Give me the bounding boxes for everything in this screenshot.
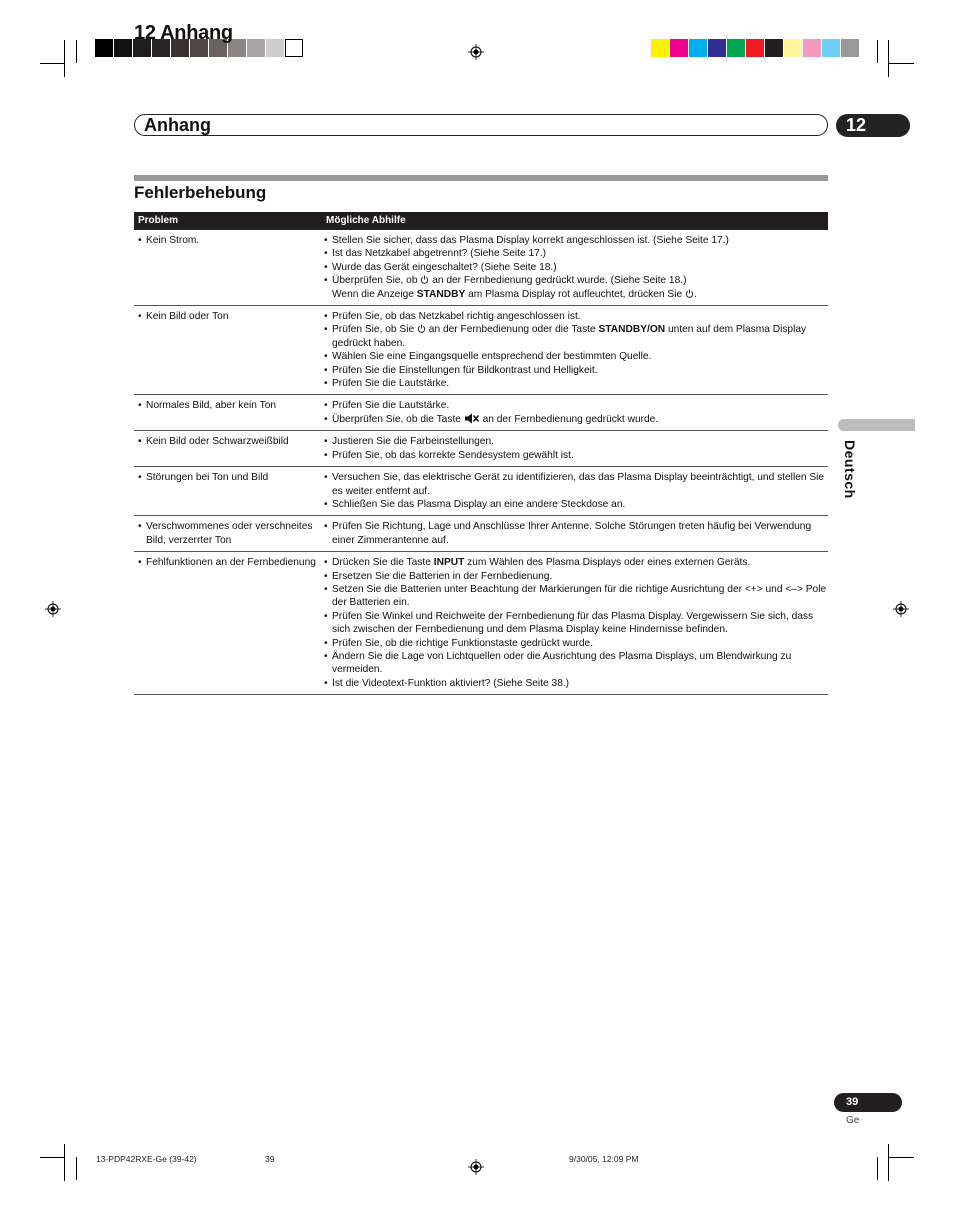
remedy-item (324, 435, 828, 448)
key-label: STANDBY (416, 288, 466, 300)
remedy-item (324, 288, 828, 301)
column-header-problem: Problem (138, 215, 179, 226)
remedy-text: Setzen Sie die Batterien unter Beachtung der Markierungen für die richtige Ausrichtung der <+> und <–> Pole der Batterien ein. (332, 583, 827, 609)
color-swatch (784, 39, 802, 57)
bullet: • (324, 378, 328, 390)
remedy-text: Prüfen Sie, ob das Netzkabel richtig angeschlossen ist. (332, 311, 581, 323)
bullet: • (324, 364, 328, 376)
color-swatch (95, 39, 113, 57)
bullet: • (138, 521, 142, 533)
bullet: • (324, 449, 328, 461)
remedy-item (324, 583, 828, 610)
troubleshooting-table (134, 212, 828, 695)
remedy-text: Ersetzen Sie die Batterien in der Fernbedienung. (332, 570, 553, 582)
color-swatch (285, 39, 303, 57)
remedy-cell (324, 552, 828, 690)
power-icon (417, 324, 426, 333)
bullet: • (324, 557, 328, 569)
color-swatch (765, 39, 783, 57)
remedy-cell (324, 230, 828, 301)
bullet: • (324, 413, 328, 425)
remedy-text: unten auf dem Plasma Display gedrückt haben. (332, 324, 807, 349)
remedy-text (332, 323, 828, 350)
bullet: • (324, 235, 328, 246)
problem-text: Kein Bild oder Ton (146, 311, 229, 323)
bullet: • (324, 610, 328, 622)
remedy-text: Ist die Videotext-Funktion aktiviert? (Siehe Seite 38.) (332, 677, 570, 689)
bullet: • (324, 677, 328, 689)
remedy-text: an der Fernbedienung gedrückt wurde. (479, 413, 659, 425)
registration-mark-icon (893, 601, 909, 617)
remedy-item (324, 274, 828, 287)
color-swatch (247, 39, 265, 57)
remedy-text: Ändern Sie die Lage von Lichtquellen oder die Ausrichtung des Plasma Displays, um Blendwirkung zu vermeiden. (332, 650, 792, 676)
problem-cell (134, 431, 324, 462)
remedy-item (324, 234, 828, 247)
remedy-cell (324, 516, 828, 547)
remedy-item (324, 399, 828, 412)
remedy-text: Prüfen Sie, ob Sie (332, 324, 417, 336)
remedy-cell (324, 467, 828, 511)
remedy-item (324, 677, 828, 690)
print-timestamp: 9/30/05, 12:09 PM (569, 1154, 639, 1164)
bullet: • (324, 498, 328, 510)
top-heading: 12 Anhang (134, 22, 233, 44)
section-rule (134, 175, 828, 181)
remedy-item (324, 498, 828, 511)
table-row (134, 467, 828, 516)
table-row (134, 306, 828, 395)
color-swatch (670, 39, 688, 57)
key-label: STANDBY/ON (598, 324, 666, 336)
table-row (134, 395, 828, 431)
problem-cell (134, 467, 324, 511)
bullet: • (324, 351, 328, 363)
remedy-text: Prüfen Sie, ob die richtige Funktionstaste gedrückt wurde. (332, 637, 594, 649)
registration-mark-icon (468, 44, 484, 60)
remedy-text (332, 274, 828, 287)
page-number-badge (834, 1093, 902, 1112)
remedy-text (332, 556, 828, 569)
problem-cell (134, 306, 324, 390)
bullet: • (324, 472, 328, 484)
language-code: Ge (846, 1115, 860, 1126)
remedy-text: Stellen Sie sicher, dass das Plasma Display korrekt angeschlossen ist. (Siehe Seite 17.) (332, 235, 729, 246)
color-swatch (803, 39, 821, 57)
remedy-text (332, 413, 828, 426)
remedy-item (324, 471, 828, 498)
remedy-item (324, 261, 828, 274)
bullet: • (324, 324, 328, 336)
remedy-cell (324, 395, 828, 426)
remedy-item (324, 323, 828, 350)
remedy-cell (324, 431, 828, 462)
bullet: • (138, 311, 142, 323)
chapter-number: 12 (846, 115, 867, 135)
remedy-text: an der Fernbedienung gedrückt wurde. (Siehe Seite 18.) (429, 275, 687, 287)
remedy-text: Prüfen Sie Winkel und Reichweite der Fernbedienung für das Plasma Display. Vergewissern Sie sich, dass sich zwischen der Fernbedienung und dem Plasma Display keine Hindernisse befinden. (332, 610, 814, 636)
remedy-text: Überprüfen Sie, ob die Taste (332, 413, 464, 425)
remedy-item (324, 413, 828, 426)
problem-text: Störungen bei Ton und Bild (146, 472, 269, 484)
remedy-item (324, 570, 828, 583)
chapter-header-bar (134, 114, 828, 136)
remedy-item (324, 556, 828, 569)
bullet: • (138, 472, 142, 484)
bullet: • (324, 436, 328, 448)
bullet: • (324, 261, 328, 273)
remedy-text: Prüfen Sie, ob das korrekte Sendesystem gewählt ist. (332, 449, 574, 461)
table-row (134, 431, 828, 467)
remedy-item (324, 650, 828, 677)
language-tab (838, 419, 915, 431)
table-row (134, 516, 828, 552)
remedy-text (332, 288, 828, 301)
color-swatch (746, 39, 764, 57)
remedy-text: Wählen Sie eine Eingangsquelle entsprechend der bestimmten Quelle. (332, 351, 652, 363)
section-title: Fehlerbehebung (134, 183, 267, 202)
problem-cell (134, 230, 324, 301)
remedy-item (324, 637, 828, 650)
remedy-text: Prüfen Sie die Einstellungen für Bildkontrast und Helligkeit. (332, 364, 598, 376)
remedy-item (324, 610, 828, 637)
remedy-item (324, 377, 828, 390)
color-swatch (841, 39, 859, 57)
color-swatch (651, 39, 669, 57)
bullet: • (138, 557, 142, 569)
remedy-text: Schließen Sie das Plasma Display an eine andere Steckdose an. (332, 498, 626, 510)
remedy-item (324, 364, 828, 377)
problem-text: Kein Bild oder Schwarzweißbild (146, 436, 289, 448)
bullet: • (324, 275, 328, 287)
problem-cell (134, 516, 324, 547)
bullet: • (324, 637, 328, 649)
bullet: • (324, 521, 328, 533)
chapter-number-badge (836, 114, 910, 137)
remedy-item (324, 310, 828, 323)
remedy-text: . (693, 288, 697, 300)
power-icon (685, 289, 694, 298)
bullet: • (324, 583, 328, 595)
table-header (134, 212, 828, 230)
remedy-text: Prüfen Sie Richtung, Lage und Anschlüsse Ihrer Antenne. Solche Störungen treten häufig bei Verwendung einer Zimmerantenne auf. (332, 521, 812, 546)
power-icon (420, 275, 429, 284)
remedy-text: am Plasma Display rot aufleuchtet, drücken Sie (465, 288, 685, 300)
remedy-item (324, 350, 828, 363)
remedy-item (324, 449, 828, 462)
page-number: 39 (846, 1096, 859, 1108)
remedy-text: Wenn die Anzeige (332, 288, 417, 300)
remedy-item (324, 247, 828, 260)
remedy-text: Prüfen Sie die Lautstärke. (332, 400, 450, 412)
color-swatch (114, 39, 132, 57)
bullet: • (138, 436, 142, 448)
color-swatch (689, 39, 707, 57)
problem-text: Normales Bild, aber kein Ton (146, 400, 277, 412)
language-tab-label: Deutsch (842, 440, 858, 499)
table-body (134, 230, 828, 695)
color-swatch (708, 39, 726, 57)
remedy-text: Drücken Sie die Taste (332, 557, 434, 569)
table-row (134, 552, 828, 695)
remedy-text: Versuchen Sie, das elektrische Gerät zu identifizieren, das das Plasma Display beeinträchtigt, und stellen Sie es weiter entfernt auf. (332, 472, 825, 497)
color-swatch (822, 39, 840, 57)
registration-mark-icon (45, 601, 61, 617)
key-label: INPUT (433, 557, 465, 569)
remedy-text: Überprüfen Sie, ob (332, 275, 421, 287)
print-file-page: 39 (265, 1154, 275, 1164)
remedy-text: zum Wählen des Plasma Displays oder eines externen Geräts. (464, 557, 751, 569)
mute-icon (464, 413, 480, 424)
remedy-text: Ist das Netzkabel abgetrennt? (Siehe Seite 17.) (332, 248, 547, 260)
color-swatch (266, 39, 284, 57)
problem-text: Verschwommenes oder verschneites Bild, verzerrter Ton (146, 521, 313, 546)
bullet: • (324, 400, 328, 412)
problem-cell (134, 395, 324, 426)
remedy-text: Justieren Sie die Farbeinstellungen. (332, 436, 494, 448)
remedy-text: Wurde das Gerät eingeschaltet? (Siehe Seite 18.) (332, 261, 557, 273)
remedy-text: an der Fernbedienung oder die Taste (425, 324, 599, 336)
bullet: • (138, 235, 142, 246)
remedy-cell (324, 306, 828, 390)
bullet: • (324, 570, 328, 582)
column-header-remedy: Mögliche Abhilfe (326, 215, 406, 226)
table-row (134, 230, 828, 306)
remedy-text: Prüfen Sie die Lautstärke. (332, 378, 450, 390)
remedy-item (324, 520, 828, 547)
problem-text: Fehlfunktionen an der Fernbedienung (146, 557, 316, 569)
bullet: • (324, 311, 328, 323)
color-swatch (727, 39, 745, 57)
bullet: • (324, 248, 328, 260)
registration-mark-icon (468, 1159, 484, 1175)
chapter-header-title: Anhang (144, 115, 211, 135)
print-file-name: 13-PDP42RXE-Ge (39-42) (96, 1154, 197, 1164)
bullet: • (138, 400, 142, 412)
bullet: • (324, 650, 328, 662)
problem-cell (134, 552, 324, 690)
bullet (324, 288, 332, 301)
problem-text: Kein Strom. (146, 235, 200, 246)
